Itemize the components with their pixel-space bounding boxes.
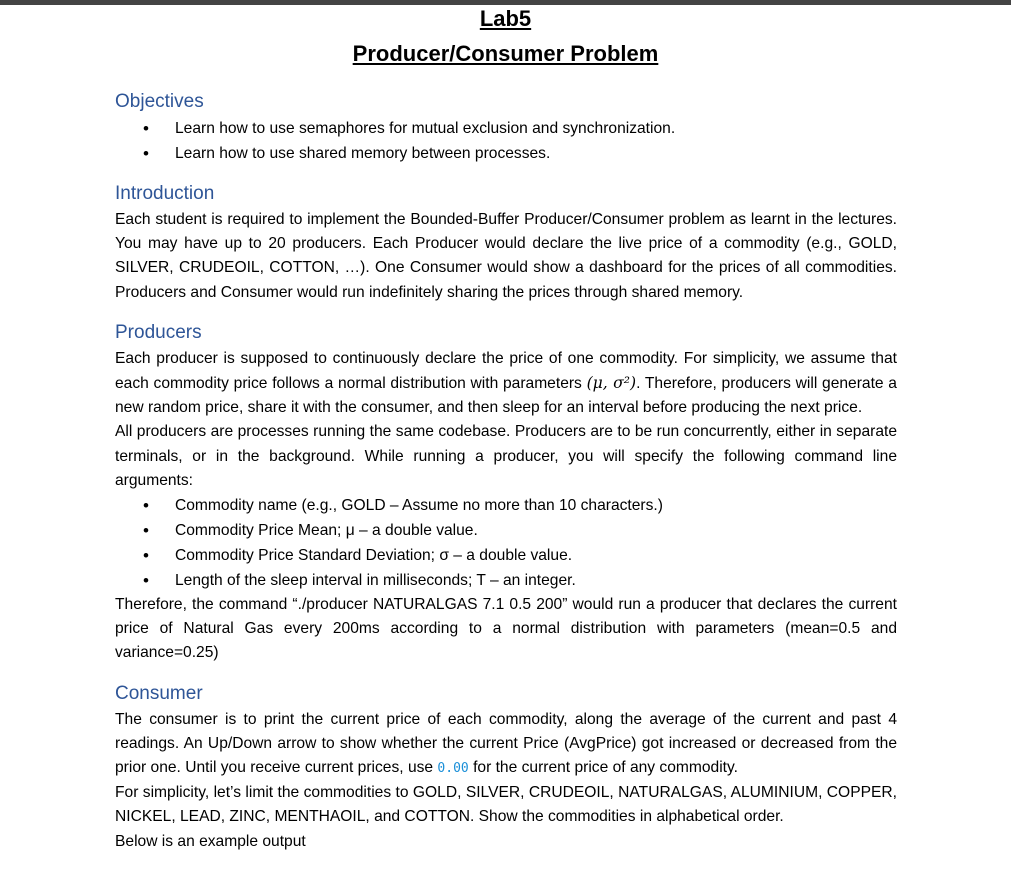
producers-paragraph-1: Each producer is supposed to continuously declare the price of one commodity. For simplicity, we assume that each commodity price follows a normal distribution with parameters (μ, σ²). Therefore, producers will generate a new random price, share it with the consumer, and then sleep for an interval before producing the next price. — [115, 349, 897, 417]
producers-paragraph-3: Therefore, the command “./producer NATURALGAS 7.1 0.5 200” would run a producer that declares the current price of Natural Gas every 200ms according to a normal distribution with parameters (mean=0.5 and variance=0.25) — [115, 596, 897, 662]
list-item: • Commodity Price Mean; μ – a double value. — [115, 518, 897, 543]
introduction-heading: Introduction — [115, 183, 215, 204]
list-item: • Learn how to use semaphores for mutual exclusion and synchronization. — [115, 116, 897, 141]
consumer-paragraph-3: Below is an example output — [115, 832, 306, 850]
list-item: • Commodity Price Standard Deviation; σ – a double value. — [115, 543, 897, 568]
consumer-heading: Consumer — [115, 682, 203, 704]
top-border — [0, 0, 1011, 5]
producers-heading: Producers — [115, 321, 202, 343]
lab-subtitle: Producer/Consumer Problem — [352, 41, 659, 66]
producers-paragraph-2: All producers are processes running the same codebase. Producers are to be run concurrently, either in separate terminals, or in the background. While running a producer, you will specify the following command line arguments: — [115, 423, 897, 489]
list-item: • Learn how to use shared memory between processes. — [115, 141, 897, 166]
math-params: (μ, σ²) — [586, 374, 637, 393]
consumer-paragraph-2: For simplicity, let’s limit the commodities to GOLD, SILVER, CRUDEOIL, NATURALGAS, ALUMINIUM, COPPER, NICKEL, LEAD, ZINC, MENTHAOIL, and COTTON. Show the commodities in alphabetical order. — [115, 784, 897, 826]
objectives-list — [115, 116, 897, 166]
objectives-heading: Objectives — [115, 91, 204, 112]
lab-title: Lab5 — [479, 6, 532, 31]
producer-args-list — [115, 493, 897, 593]
list-item: • Commodity name (e.g., GOLD – Assume no more than 10 characters.) — [115, 493, 897, 518]
introduction-text: Each student is required to implement the Bounded-Buffer Producer/Consumer problem as learnt in the lectures. You may have up to 20 producers. Each Producer would declare the live price of a commodity (e.g., GOLD, SILVER, CRUDEOIL, COTTON, …). One Consumer would show a dashboard for the prices of all commodities. Producers and Consumer would run indefinitely sharing the prices through shared memory. — [115, 211, 897, 301]
inline-code: 0.00 — [437, 761, 469, 777]
consumer-paragraph-1: The consumer is to print the current price of each commodity, along the average of the current and past 4 readings. An Up/Down arrow to show whether the current Price (AvgPrice) got increased or decreased from the prior one. Until you receive current prices, use 0.00 for the current price of any commodity. — [115, 710, 897, 777]
document-body — [115, 88, 897, 854]
list-item: • Length of the sleep interval in milliseconds; T – an integer. — [115, 568, 897, 593]
